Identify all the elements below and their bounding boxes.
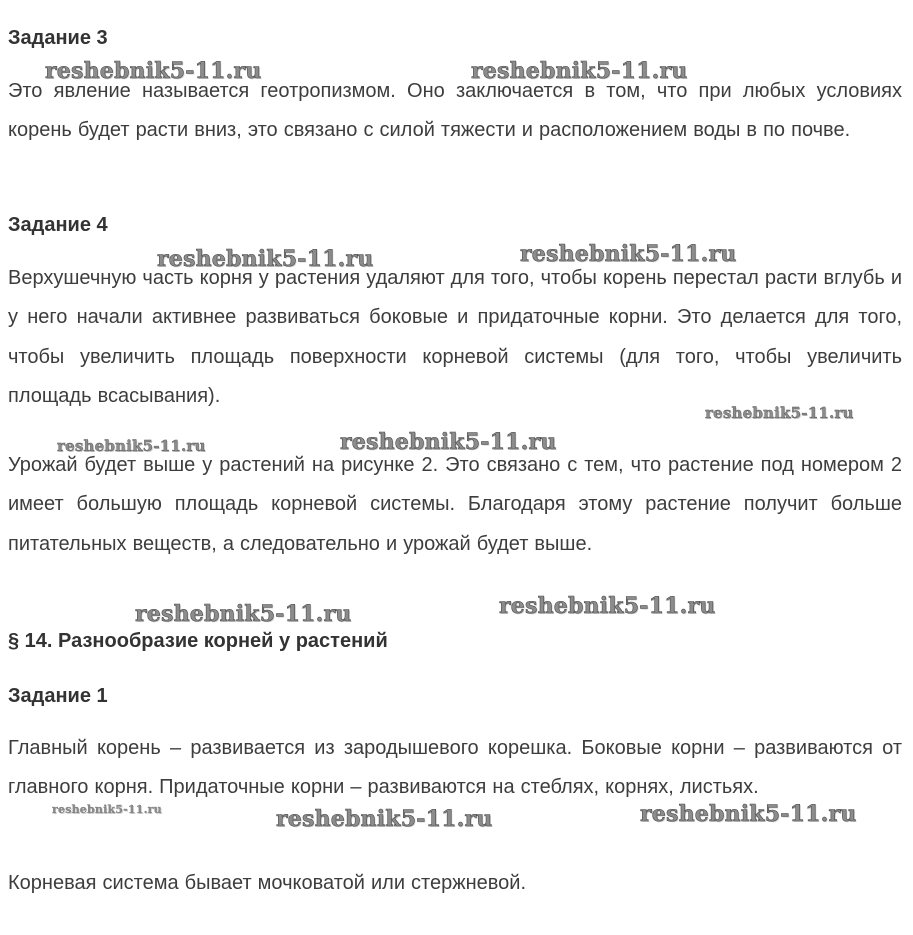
watermark: reshebnik5-11.ru [471, 58, 688, 84]
task4-heading: Задание 4 [8, 214, 108, 236]
watermark: reshebnik5-11.ru [640, 801, 857, 827]
paragraph14-heading: § 14. Разнообразие корней у растений [8, 630, 388, 652]
watermark: reshebnik5-11.ru [340, 429, 557, 455]
watermark: reshebnik5-11.ru [135, 601, 352, 627]
task3-text: Это явление называется геотропизмом. Оно заключается в том, что при любых условиях корень будет расти вниз, это связано с силой тяжести и расположением воды в по почве. [8, 80, 902, 142]
task4-text-2: Урожай будет выше у растений на рисунке 2. Это связано с тем, что растение под номером 2 имеет большую площадь корневой системы. Благодаря этому растение получит больше питательных веществ, а следовательно и урожай будет выше. [8, 454, 902, 555]
task1-text-2: Корневая система бывает мочковатой или стержневой. [8, 872, 527, 894]
watermark: reshebnik5-11.ru [57, 437, 206, 455]
watermark: reshebnik5-11.ru [45, 58, 262, 84]
watermark: reshebnik5-11.ru [52, 803, 162, 816]
watermark: reshebnik5-11.ru [499, 593, 716, 619]
task1-heading: Задание 1 [8, 685, 108, 707]
watermark: reshebnik5-11.ru [276, 806, 493, 832]
task3-heading: Задание 3 [8, 27, 108, 49]
watermark: reshebnik5-11.ru [157, 246, 374, 272]
watermark: reshebnik5-11.ru [520, 241, 737, 267]
task4-text-1: Верхушечную часть корня у растения удаляют для того, чтобы корень перестал расти вглубь и у него начали активнее развиваться боковые и придаточные корни. Это делается для того, чтобы увеличить площадь поверхности корневой системы (для того, чтобы увеличить площадь всасывания). [8, 267, 902, 407]
watermark: reshebnik5-11.ru [705, 404, 854, 422]
task1-text-1: Главный корень – развивается из зародышевого корешка. Боковые корни – развиваются от главного корня. Придаточные корни – развиваются на стеблях, корнях, листьях. [8, 737, 902, 799]
